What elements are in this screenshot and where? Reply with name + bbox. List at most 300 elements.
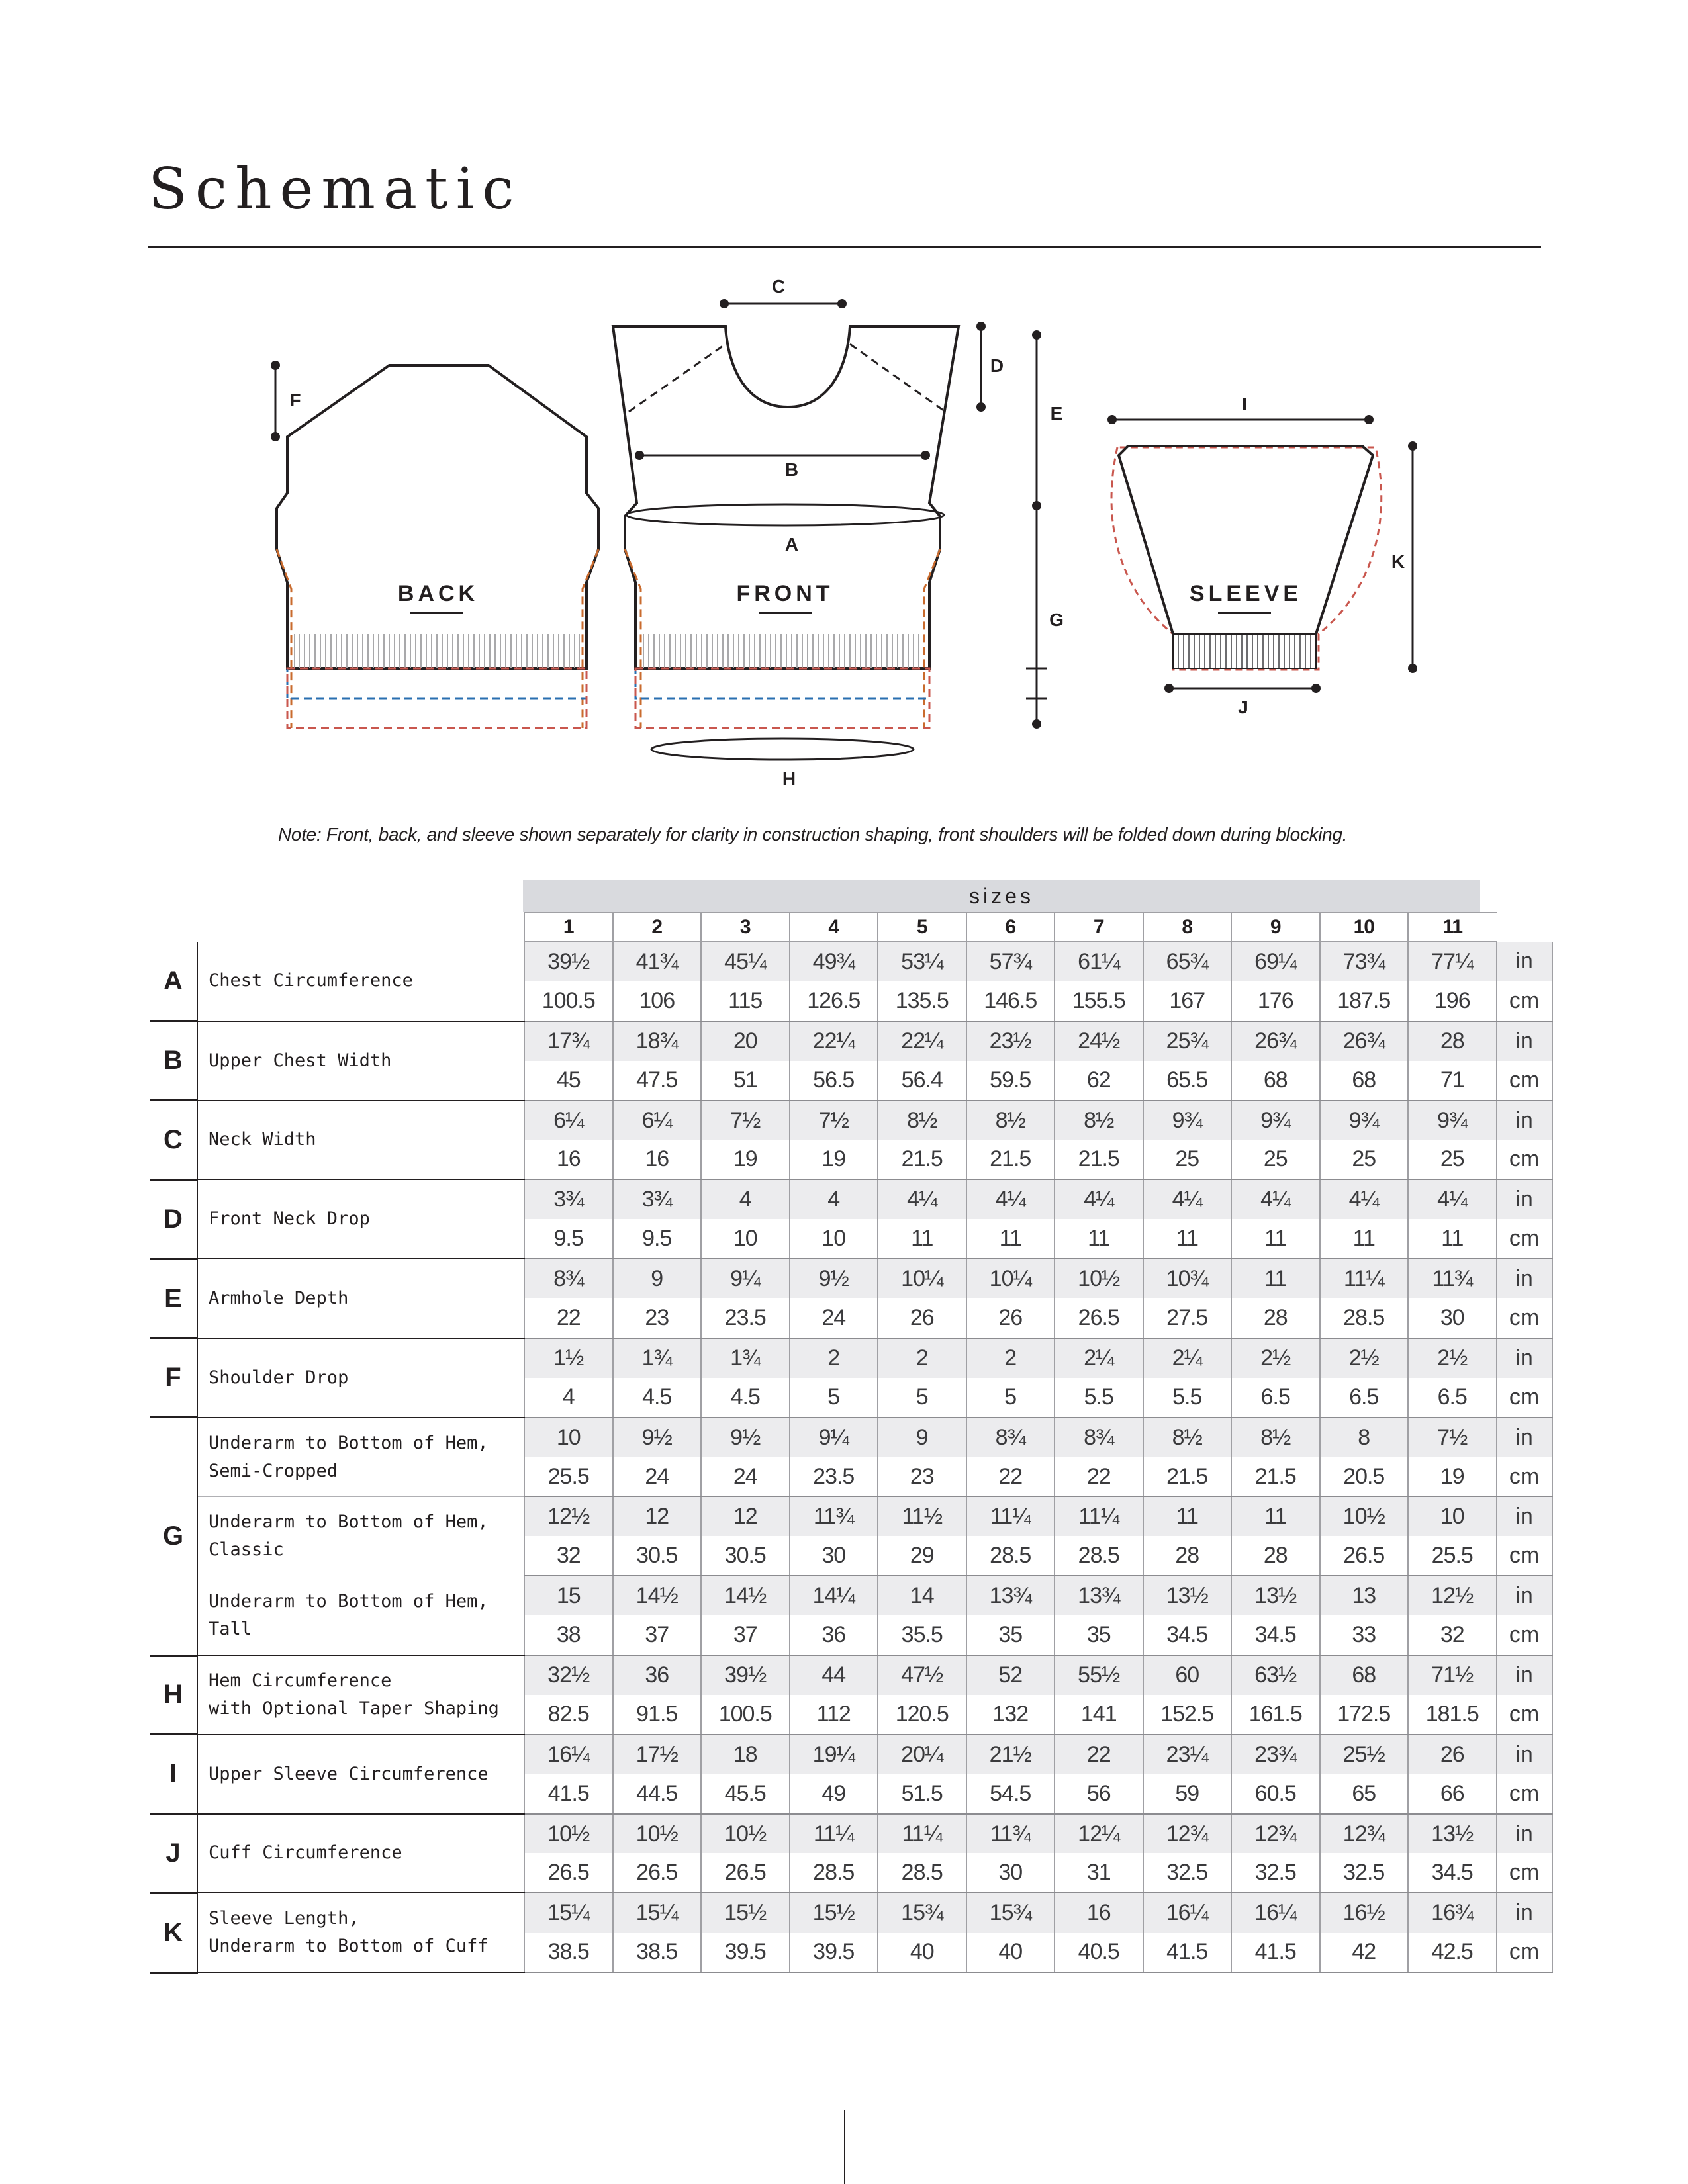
measurement-value: 9¾ — [1143, 1101, 1232, 1140]
measurement-value: 28.5 — [966, 1536, 1055, 1576]
measurement-value: 5.5 — [1143, 1378, 1232, 1418]
dimension-e-g — [1026, 330, 1064, 729]
measurement-value: 38 — [524, 1615, 613, 1655]
measurement-value: 120.5 — [878, 1695, 966, 1735]
header-spacer — [150, 913, 524, 942]
measurement-value: 51.5 — [878, 1774, 966, 1814]
size-header-cell: 7 — [1055, 913, 1143, 942]
measurement-value: 17¾ — [524, 1021, 613, 1061]
measurement-value: 25½ — [1320, 1735, 1409, 1774]
measurement-value: 41.5 — [524, 1774, 613, 1814]
measurement-value: 22¼ — [878, 1021, 966, 1061]
measurement-value: 2 — [878, 1338, 966, 1378]
measurement-value: 31 — [1055, 1853, 1143, 1893]
measurement-value: 34.5 — [1143, 1615, 1232, 1655]
measurement-value: 8¾ — [1055, 1418, 1143, 1457]
measurement-value: 71 — [1408, 1061, 1497, 1101]
measurement-value: 14½ — [701, 1576, 790, 1615]
measurement-value: 23 — [878, 1457, 966, 1497]
measurement-value: 26 — [878, 1298, 966, 1338]
measurement-value: 35 — [966, 1615, 1055, 1655]
measurement-value: 39½ — [524, 942, 613, 981]
measurement-value: 28 — [1231, 1536, 1320, 1576]
measurement-value: 12¾ — [1143, 1814, 1232, 1854]
measurement-value: 5.5 — [1055, 1378, 1143, 1418]
measurement-value: 44.5 — [613, 1774, 702, 1814]
measurement-value: 34.5 — [1231, 1615, 1320, 1655]
measurement-value: 30.5 — [701, 1536, 790, 1576]
unit-cell: cm — [1497, 1219, 1552, 1259]
measurement-value: 16½ — [1320, 1893, 1409, 1933]
measurement-value: 7½ — [1408, 1418, 1497, 1457]
measurement-value: 49¾ — [790, 942, 878, 981]
measurement-key: F — [150, 1338, 197, 1418]
measurement-value: 23½ — [966, 1021, 1055, 1061]
back-ribbing — [294, 634, 580, 668]
measurement-value: 152.5 — [1143, 1695, 1232, 1735]
measurement-value: 4¼ — [1231, 1179, 1320, 1219]
measurement-value: 1¾ — [701, 1338, 790, 1378]
unit-cell: cm — [1497, 1140, 1552, 1179]
measurement-value: 3¾ — [524, 1179, 613, 1219]
measurement-value: 28.5 — [878, 1853, 966, 1893]
measurement-value: 19¼ — [790, 1735, 878, 1774]
measurement-value: 2½ — [1408, 1338, 1497, 1378]
back-piece — [271, 361, 598, 728]
measurement-value: 13¾ — [1055, 1576, 1143, 1615]
front-outline — [613, 326, 959, 668]
measurement-label: Upper Chest Width — [197, 1021, 524, 1101]
measurement-value: 21.5 — [1231, 1457, 1320, 1497]
dimension-e-label: E — [1050, 403, 1063, 424]
size-header-cell: 8 — [1143, 913, 1232, 942]
measurement-value: 27.5 — [1143, 1298, 1232, 1338]
front-cropped-hem — [635, 668, 929, 698]
dimension-c-label: C — [771, 276, 786, 296]
dimension-k-label: K — [1391, 551, 1405, 572]
measurement-key: I — [150, 1735, 197, 1814]
unit-cell: cm — [1497, 1853, 1552, 1893]
back-cropped-hem — [287, 668, 586, 698]
measurement-value: 56.5 — [790, 1061, 878, 1101]
measurement-value: 22 — [1055, 1457, 1143, 1497]
measurement-value: 9 — [878, 1418, 966, 1457]
measurement-value: 176 — [1231, 981, 1320, 1021]
dimension-i-label: I — [1242, 394, 1247, 414]
measurement-value: 23¼ — [1143, 1735, 1232, 1774]
sleeve-label: SLEEVE — [1189, 581, 1303, 606]
measurement-value: 77¼ — [1408, 942, 1497, 981]
measurement-label: Front Neck Drop — [197, 1179, 524, 1259]
measurement-value: 9¾ — [1408, 1101, 1497, 1140]
measurement-value: 187.5 — [1320, 981, 1409, 1021]
measurement-key: J — [150, 1814, 197, 1893]
measurement-value: 10 — [701, 1219, 790, 1259]
unit-cell: cm — [1497, 1695, 1552, 1735]
measurement-value: 16¾ — [1408, 1893, 1497, 1933]
measurement-value: 10 — [790, 1219, 878, 1259]
measurement-value: 4¼ — [1408, 1179, 1497, 1219]
measurement-key: A — [150, 942, 197, 1021]
measurement-value: 6¼ — [613, 1101, 702, 1140]
measurement-value: 16 — [613, 1140, 702, 1179]
measurement-value: 10½ — [613, 1814, 702, 1854]
measurement-value: 11¾ — [790, 1496, 878, 1536]
measurement-value: 19 — [701, 1140, 790, 1179]
measurement-value: 38.5 — [613, 1933, 702, 1972]
measurement-value: 34.5 — [1408, 1853, 1497, 1893]
measurement-value: 20.5 — [1320, 1457, 1409, 1497]
measurement-value: 20 — [701, 1021, 790, 1061]
measurement-value: 29 — [878, 1536, 966, 1576]
dimension-d-label: D — [990, 355, 1004, 376]
unit-cell: cm — [1497, 1061, 1552, 1101]
measurement-value: 68 — [1320, 1655, 1409, 1695]
size-header-cell: 9 — [1231, 913, 1320, 942]
measurement-value: 12¾ — [1231, 1814, 1320, 1854]
measurement-value: 11¾ — [966, 1814, 1055, 1854]
measurement-value: 20¼ — [878, 1735, 966, 1774]
measurement-value: 16 — [1055, 1893, 1143, 1933]
measurement-label: Cuff Circumference — [197, 1814, 524, 1893]
measurement-value: 21.5 — [1143, 1457, 1232, 1497]
measurement-value: 24 — [613, 1457, 702, 1497]
measurement-value: 68 — [1231, 1061, 1320, 1101]
measurement-value: 167 — [1143, 981, 1232, 1021]
unit-cell: in — [1497, 1101, 1552, 1140]
measurement-value: 57¾ — [966, 942, 1055, 981]
measurement-value: 135.5 — [878, 981, 966, 1021]
measurement-value: 23.5 — [790, 1457, 878, 1497]
measurement-value: 36 — [790, 1615, 878, 1655]
measurement-value: 2½ — [1320, 1338, 1409, 1378]
measurement-value: 56 — [1055, 1774, 1143, 1814]
measurement-value: 132 — [966, 1695, 1055, 1735]
measurement-row-in — [150, 1259, 1552, 1298]
unit-cell: cm — [1497, 1774, 1552, 1814]
measurement-value: 2 — [966, 1338, 1055, 1378]
measurement-value: 18¾ — [613, 1021, 702, 1061]
measurement-value: 69¼ — [1231, 942, 1320, 981]
back-outline — [277, 365, 598, 668]
unit-cell: cm — [1497, 1536, 1552, 1576]
measurement-value: 21.5 — [966, 1140, 1055, 1179]
unit-cell: cm — [1497, 981, 1552, 1021]
measurement-row-in — [150, 1418, 1552, 1457]
measurement-value: 9½ — [701, 1418, 790, 1457]
measurement-value: 22¼ — [790, 1021, 878, 1061]
measurement-value: 11¼ — [966, 1496, 1055, 1536]
measurement-value: 10½ — [701, 1814, 790, 1854]
measurement-value: 8½ — [1231, 1418, 1320, 1457]
measurement-key: G — [150, 1418, 197, 1655]
measurement-label: Armhole Depth — [197, 1259, 524, 1338]
size-header-cell: 2 — [613, 913, 702, 942]
measurement-label: Underarm to Bottom of Hem, Tall — [197, 1576, 524, 1655]
measurement-value: 19 — [1408, 1457, 1497, 1497]
unit-cell: in — [1497, 1655, 1552, 1695]
measurement-value: 7½ — [790, 1101, 878, 1140]
measurement-value: 9.5 — [613, 1219, 702, 1259]
measurement-value: 25 — [1231, 1140, 1320, 1179]
measurement-value: 42 — [1320, 1933, 1409, 1972]
measurement-value: 4 — [790, 1179, 878, 1219]
measurement-value: 13 — [1320, 1576, 1409, 1615]
dimension-g-label: G — [1049, 610, 1064, 630]
measurement-value: 2½ — [1231, 1338, 1320, 1378]
measurement-value: 24 — [701, 1457, 790, 1497]
measurement-value: 146.5 — [966, 981, 1055, 1021]
measurement-value: 5 — [966, 1378, 1055, 1418]
measurement-value: 35.5 — [878, 1615, 966, 1655]
measurement-value: 155.5 — [1055, 981, 1143, 1021]
measurement-value: 2¼ — [1143, 1338, 1232, 1378]
measurement-value: 60 — [1143, 1655, 1232, 1695]
measurement-value: 26.5 — [1055, 1298, 1143, 1338]
front-label: FRONT — [736, 581, 834, 606]
unit-cell: in — [1497, 942, 1552, 981]
measurement-key: C — [150, 1101, 197, 1180]
front-shoulder-fold-left — [629, 344, 726, 412]
measurement-value: 10 — [524, 1418, 613, 1457]
measurement-value: 26.5 — [524, 1853, 613, 1893]
measurement-value: 30 — [1408, 1298, 1497, 1338]
measurement-row-in — [150, 1338, 1552, 1378]
measurement-value: 23.5 — [701, 1298, 790, 1338]
measurement-value: 91.5 — [613, 1695, 702, 1735]
dimension-a-ellipse — [626, 504, 944, 525]
measurement-value: 21½ — [966, 1735, 1055, 1774]
measurement-label: Underarm to Bottom of Hem, Semi-Cropped — [197, 1418, 524, 1497]
measurement-value: 26¾ — [1231, 1021, 1320, 1061]
measurement-value: 82.5 — [524, 1695, 613, 1735]
measurement-row-in — [150, 1101, 1552, 1140]
measurement-value: 59 — [1143, 1774, 1232, 1814]
measurement-value: 100.5 — [524, 981, 613, 1021]
measurement-value: 38.5 — [524, 1933, 613, 1972]
measurement-value: 49 — [790, 1774, 878, 1814]
measurement-value: 26 — [966, 1298, 1055, 1338]
size-header-cell: 10 — [1320, 913, 1409, 942]
measurement-value: 8½ — [966, 1101, 1055, 1140]
measurement-value: 23¾ — [1231, 1735, 1320, 1774]
measurement-value: 25¾ — [1143, 1021, 1232, 1061]
page-footer-rule — [844, 2110, 845, 2184]
measurement-key: D — [150, 1179, 197, 1259]
measurement-value: 61¼ — [1055, 942, 1143, 981]
measurement-value: 6.5 — [1231, 1378, 1320, 1418]
measurement-value: 2 — [790, 1338, 878, 1378]
sleeve-cuff-ribbing — [1173, 634, 1316, 668]
measurement-value: 12 — [613, 1496, 702, 1536]
measurement-value: 11 — [1143, 1496, 1232, 1536]
front-shoulder-fold-right — [850, 344, 945, 412]
measurement-value: 11 — [1320, 1219, 1409, 1259]
measurement-value: 28.5 — [790, 1853, 878, 1893]
size-header-cell: 11 — [1408, 913, 1497, 942]
measurement-row-in — [150, 1179, 1552, 1219]
measurement-value: 9¼ — [701, 1259, 790, 1298]
measurement-value: 11 — [1231, 1496, 1320, 1536]
measurement-row-in — [150, 1814, 1552, 1854]
measurement-value: 42.5 — [1408, 1933, 1497, 1972]
unit-cell: in — [1497, 1021, 1552, 1061]
measurement-value: 32 — [1408, 1615, 1497, 1655]
measurement-value: 41.5 — [1231, 1933, 1320, 1972]
sizes-header-band: sizes — [523, 880, 1480, 912]
measurement-value: 71½ — [1408, 1655, 1497, 1695]
measurement-key: K — [150, 1893, 197, 1972]
measurement-key: H — [150, 1655, 197, 1735]
measurement-key: E — [150, 1259, 197, 1338]
garment-schematic — [0, 0, 1688, 814]
measurement-value: 39.5 — [790, 1933, 878, 1972]
measurement-key: B — [150, 1021, 197, 1101]
measurement-value: 24 — [790, 1298, 878, 1338]
measurement-value: 4.5 — [701, 1378, 790, 1418]
unit-cell: cm — [1497, 1457, 1552, 1497]
dimension-b-label: B — [784, 459, 799, 480]
page-title: Schematic — [148, 156, 522, 222]
measurement-value: 51 — [701, 1061, 790, 1101]
measurement-value: 5 — [878, 1378, 966, 1418]
dimension-a-label: A — [784, 534, 799, 555]
measurement-value: 4 — [701, 1179, 790, 1219]
measurement-value: 8½ — [1143, 1418, 1232, 1457]
measurement-value: 11¼ — [1055, 1496, 1143, 1536]
measurement-row-in — [150, 1496, 1552, 1536]
measurement-value: 11 — [966, 1219, 1055, 1259]
measurement-value: 11 — [1231, 1219, 1320, 1259]
measurement-value: 28 — [1231, 1298, 1320, 1338]
measurement-value: 11 — [1143, 1219, 1232, 1259]
measurement-value: 18 — [701, 1735, 790, 1774]
measurement-value: 11¾ — [1408, 1259, 1497, 1298]
measurement-value: 100.5 — [701, 1695, 790, 1735]
measurement-value: 25.5 — [524, 1457, 613, 1497]
measurement-label: Chest Circumference — [197, 942, 524, 1021]
sleeve-piece — [1107, 394, 1417, 717]
measurement-value: 8¾ — [524, 1259, 613, 1298]
measurement-value: 15 — [524, 1576, 613, 1615]
measurement-value: 26.5 — [1320, 1536, 1409, 1576]
measurement-value: 55½ — [1055, 1655, 1143, 1695]
measurement-value: 23 — [613, 1298, 702, 1338]
unit-cell: cm — [1497, 1378, 1552, 1418]
measurement-value: 8½ — [878, 1101, 966, 1140]
measurement-value: 40 — [878, 1933, 966, 1972]
measurement-value: 32½ — [524, 1655, 613, 1695]
measurement-value: 9 — [613, 1259, 702, 1298]
measurement-value: 13½ — [1143, 1576, 1232, 1615]
measurement-value: 3¾ — [613, 1179, 702, 1219]
unit-cell: in — [1497, 1814, 1552, 1854]
measurement-value: 10½ — [1320, 1496, 1409, 1536]
measurement-value: 32.5 — [1143, 1853, 1232, 1893]
measurement-value: 15¼ — [524, 1893, 613, 1933]
measurement-value: 63½ — [1231, 1655, 1320, 1695]
measurement-value: 11¼ — [1320, 1259, 1409, 1298]
measurement-value: 11 — [1408, 1219, 1497, 1259]
measurement-value: 161.5 — [1231, 1695, 1320, 1735]
measurement-value: 12½ — [524, 1496, 613, 1536]
measurement-value: 21.5 — [878, 1140, 966, 1179]
front-ribbing — [642, 634, 923, 668]
size-header-cell: 1 — [524, 913, 613, 942]
unit-cell: in — [1497, 1893, 1552, 1933]
measurement-label: Sleeve Length, Underarm to Bottom of Cuff — [197, 1893, 524, 1972]
size-header-cell: 5 — [878, 913, 966, 942]
measurement-value: 11 — [878, 1219, 966, 1259]
measurement-value: 65.5 — [1143, 1061, 1232, 1101]
size-header-cell: 4 — [790, 913, 878, 942]
unit-cell: in — [1497, 1735, 1552, 1774]
measurement-value: 17½ — [613, 1735, 702, 1774]
measurement-value: 10½ — [1055, 1259, 1143, 1298]
measurement-value: 37 — [613, 1615, 702, 1655]
measurement-label: Upper Sleeve Circumference — [197, 1735, 524, 1814]
measurement-value: 10½ — [524, 1814, 613, 1854]
measurement-value: 11 — [1231, 1259, 1320, 1298]
measurement-value: 12¼ — [1055, 1814, 1143, 1854]
measurement-label: Hem Circumference with Optional Taper Shaping — [197, 1655, 524, 1735]
measurement-value: 14 — [878, 1576, 966, 1615]
measurement-value: 9¾ — [1320, 1101, 1409, 1140]
measurement-value: 36 — [613, 1655, 702, 1695]
measurement-value: 39.5 — [701, 1933, 790, 1972]
unit-cell: in — [1497, 1496, 1552, 1536]
measurement-value: 9¼ — [790, 1418, 878, 1457]
measurement-value: 4 — [524, 1378, 613, 1418]
measurement-value: 4¼ — [878, 1179, 966, 1219]
measurement-value: 54.5 — [966, 1774, 1055, 1814]
measurement-value: 13½ — [1231, 1576, 1320, 1615]
measurement-value: 39½ — [701, 1655, 790, 1695]
measurement-value: 14½ — [613, 1576, 702, 1615]
measurement-value: 11½ — [878, 1496, 966, 1536]
unit-cell: in — [1497, 1418, 1552, 1457]
measurement-value: 10¼ — [878, 1259, 966, 1298]
size-header-cell: 6 — [966, 913, 1055, 942]
measurement-value: 22 — [524, 1298, 613, 1338]
measurement-value: 66 — [1408, 1774, 1497, 1814]
measurement-value: 4¼ — [1320, 1179, 1409, 1219]
unit-cell: cm — [1497, 1298, 1552, 1338]
measurement-row-in — [150, 1893, 1552, 1933]
measurements-table — [150, 912, 1553, 1974]
measurement-value: 26.5 — [613, 1853, 702, 1893]
measurement-value: 30 — [966, 1853, 1055, 1893]
measurement-value: 13¾ — [966, 1576, 1055, 1615]
measurement-value: 28 — [1408, 1021, 1497, 1061]
measurement-value: 15½ — [790, 1893, 878, 1933]
front-piece — [613, 276, 1004, 789]
measurement-row-in — [150, 1735, 1552, 1774]
measurement-row-in — [150, 1021, 1552, 1061]
measurement-value: 1½ — [524, 1338, 613, 1378]
measurement-value: 47.5 — [613, 1061, 702, 1101]
measurement-label: Shoulder Drop — [197, 1338, 524, 1418]
measurement-value: 32.5 — [1231, 1853, 1320, 1893]
measurement-value: 45 — [524, 1061, 613, 1101]
unit-cell: in — [1497, 1179, 1552, 1219]
size-header-cell: 3 — [701, 913, 790, 942]
dimension-h-label: H — [782, 768, 796, 789]
back-label: BACK — [397, 581, 479, 606]
unit-cell: in — [1497, 1259, 1552, 1298]
measurement-value: 112 — [790, 1695, 878, 1735]
back-taper-right — [583, 549, 598, 728]
